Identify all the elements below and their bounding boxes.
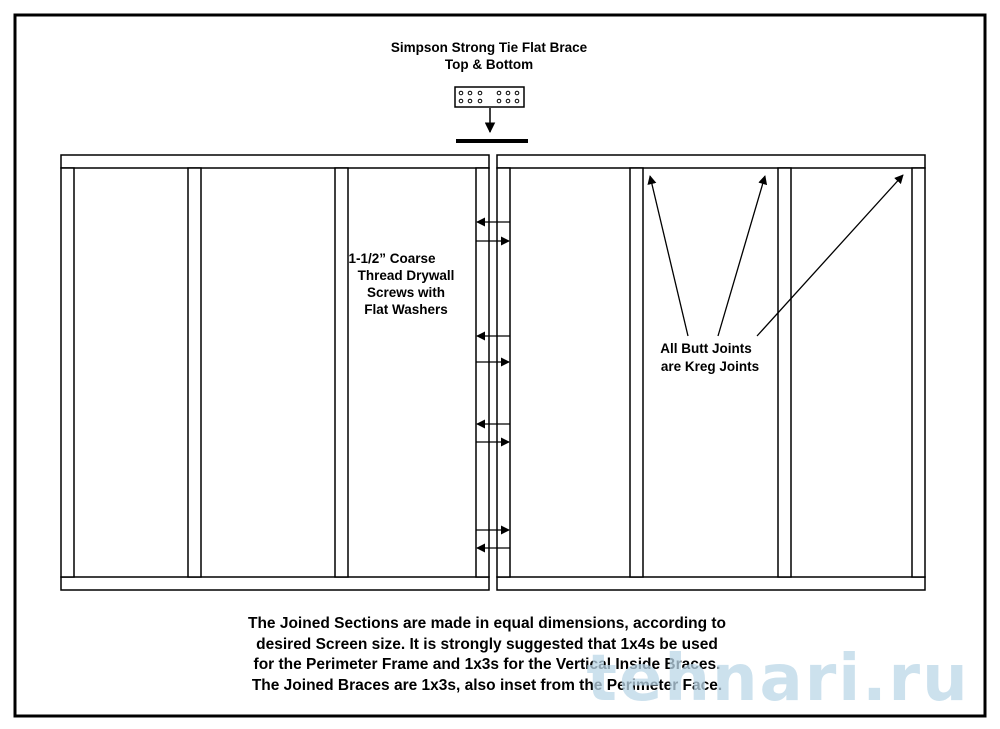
screw-label-line2: Thread Drywall xyxy=(357,268,455,283)
caption-line3: for the Perimeter Frame and 1x3s for the Vertical Inside Braces. xyxy=(253,656,721,673)
butt-label-line1: All Butt Joints xyxy=(660,341,752,356)
left-frame-section xyxy=(61,155,489,590)
screw-label-line1: 1-1/2” Coarse xyxy=(348,251,436,266)
butt-label-line2: are Kreg Joints xyxy=(660,359,760,374)
flat-brace-plate xyxy=(455,87,524,107)
caption-line1: The Joined Sections are made in equal dimensions, according to xyxy=(247,615,727,632)
brace-label-line2: Top & Bottom xyxy=(444,57,534,72)
screw-label-line3: Screws with xyxy=(366,285,446,300)
caption-line2: desired Screen size. It is strongly suggested that 1x4s be used xyxy=(256,636,718,653)
butt-joint-arrows xyxy=(650,175,903,336)
watermark: tehnari.ru xyxy=(586,642,970,716)
brace-side-view xyxy=(456,139,528,143)
brace-label-line1: Simpson Strong Tie Flat Brace xyxy=(390,40,588,55)
caption-line4: The Joined Braces are 1x3s, also inset from the Perimeter Face. xyxy=(251,677,723,694)
screw-label-line4: Flat Washers xyxy=(364,302,448,317)
